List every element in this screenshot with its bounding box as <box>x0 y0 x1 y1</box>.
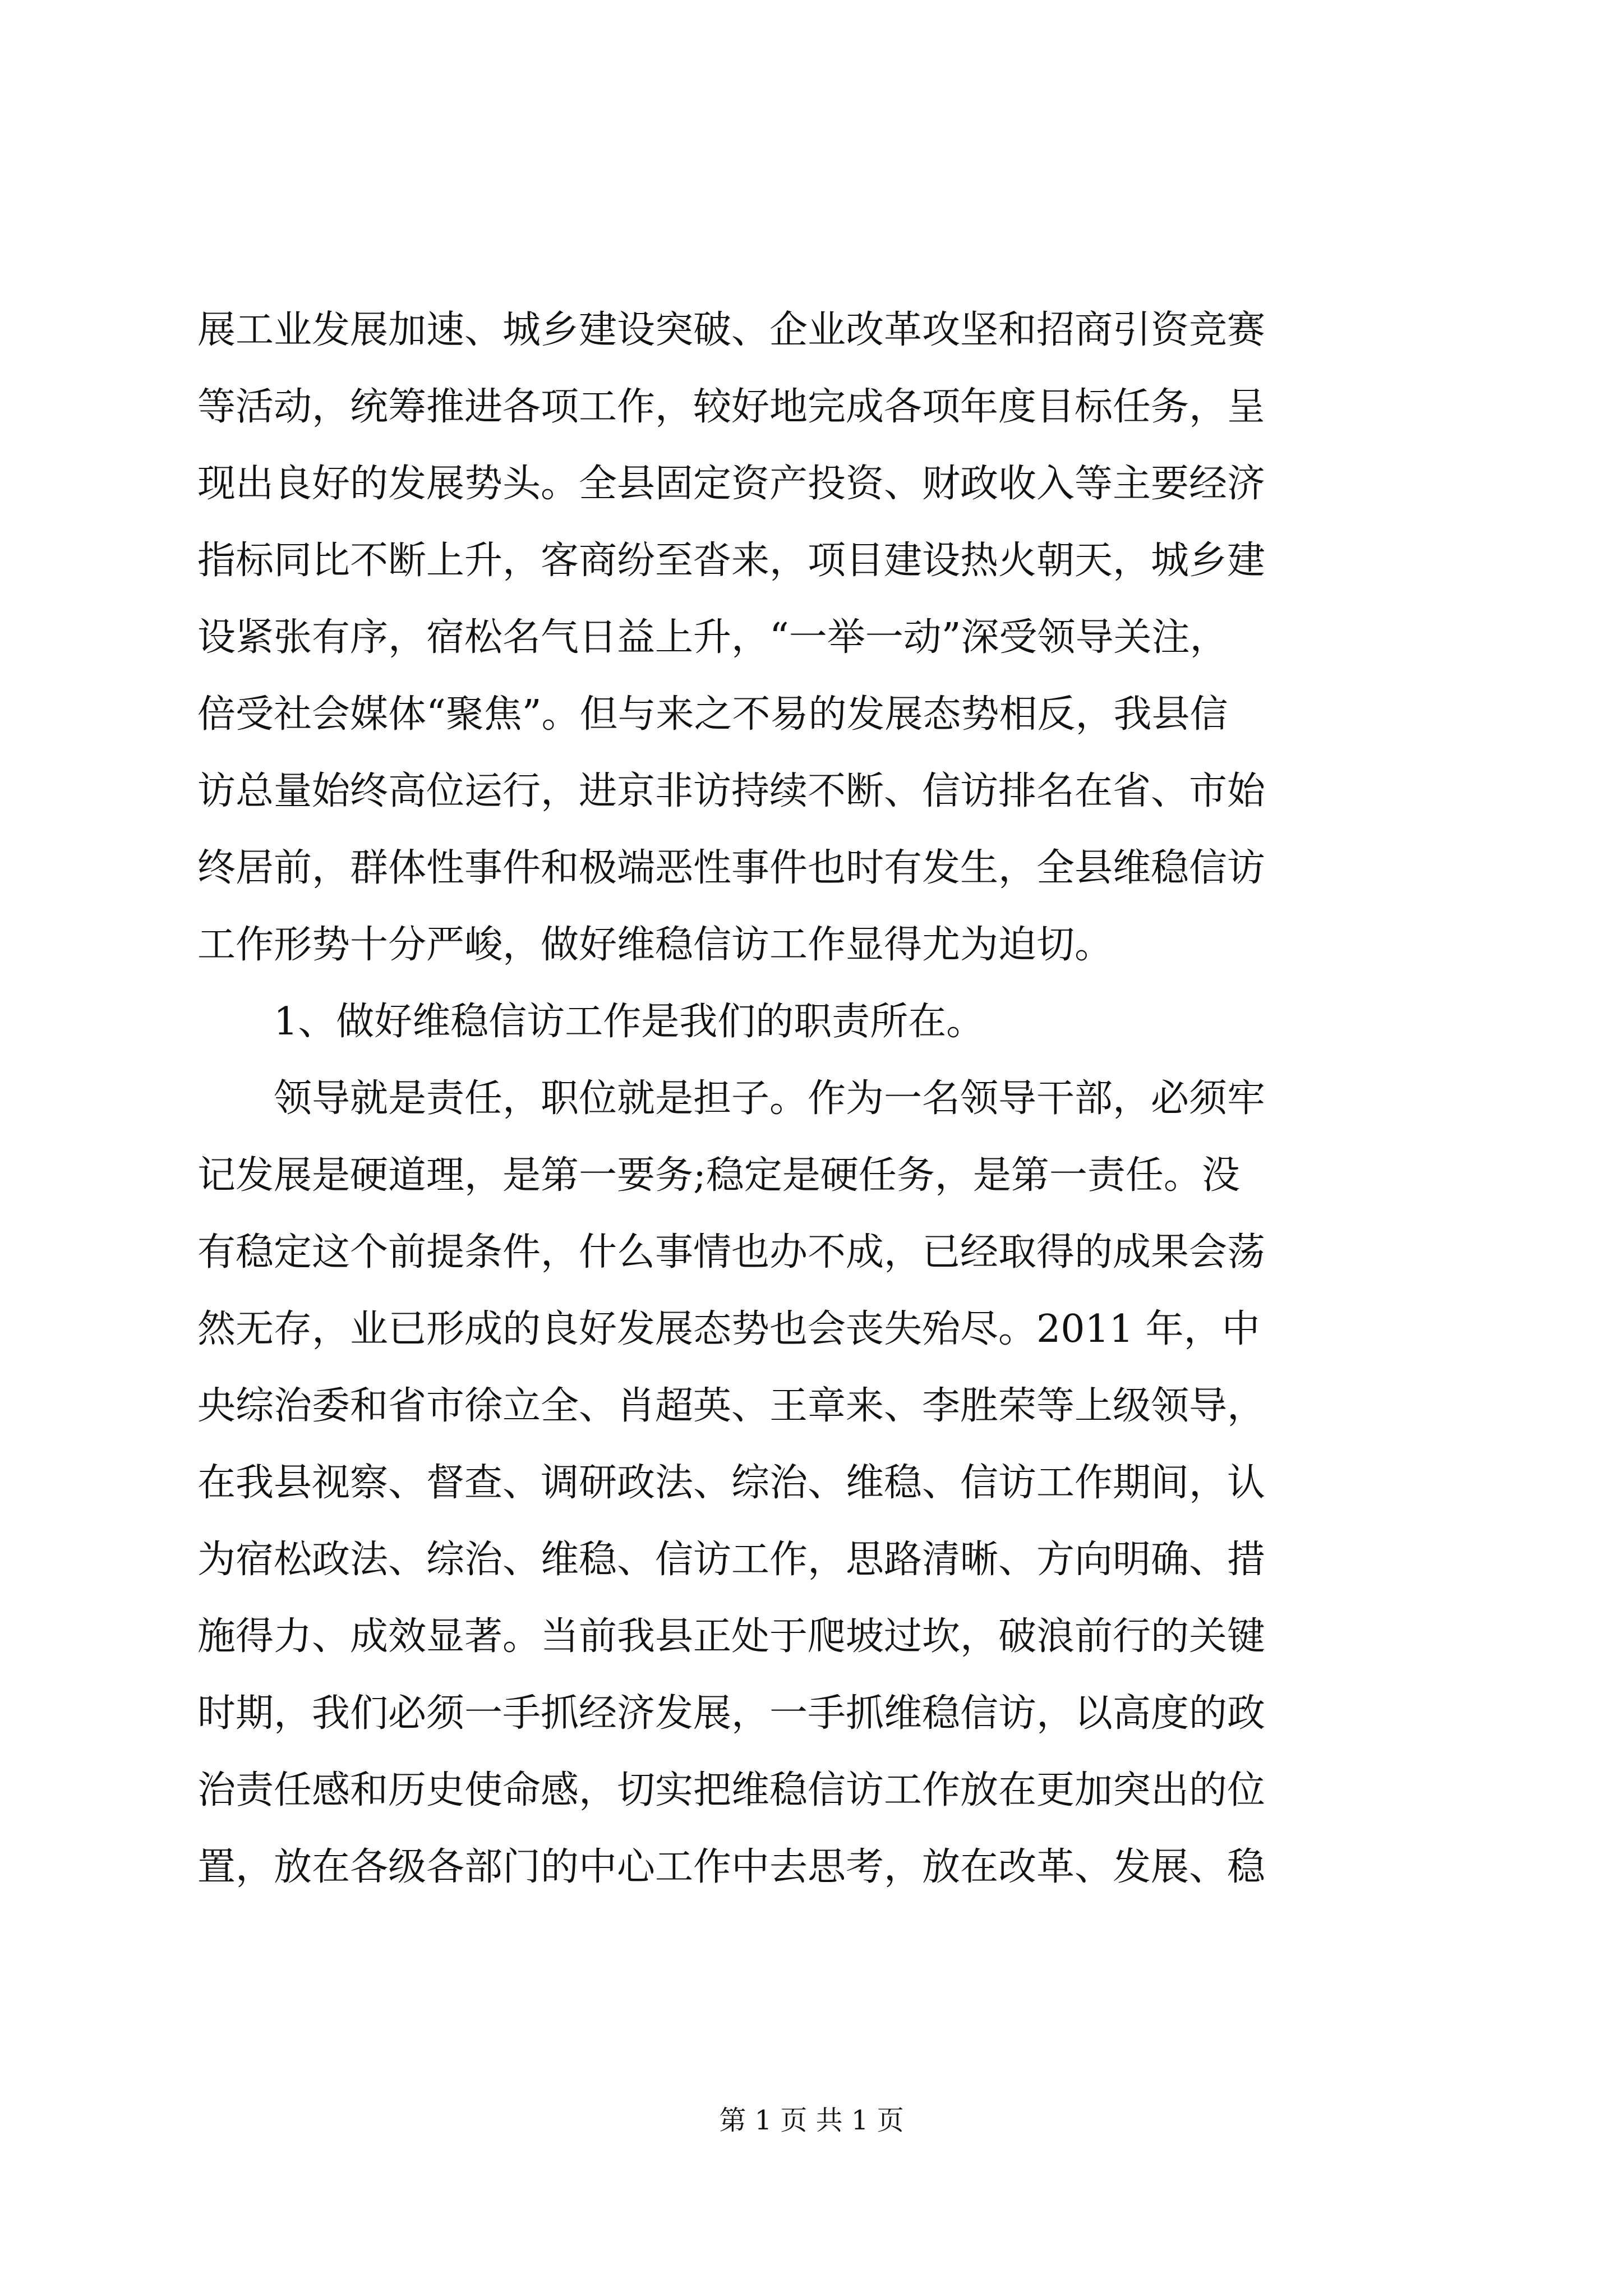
text-line: 时期，我们必须一手抓经济发展，一手抓维稳信访，以高度的政 <box>197 1691 1266 1736</box>
text-line: 置，放在各级各部门的中心工作中去思考，放在改革、发展、稳 <box>197 1845 1266 1889</box>
text-line: 终居前，群体性事件和极端恶性事件也时有发生，全县维稳信访 <box>197 846 1266 890</box>
text-line: 现出良好的发展势头。全县固定资产投资、财政收入等主要经济 <box>197 462 1266 506</box>
document-body <box>197 292 1427 1906</box>
page-number-footer: 第 1 页 共 1 页 <box>719 2105 904 2136</box>
text-line: 访总量始终高位运行，进京非访持续不断、信访排名在省、市始 <box>197 769 1266 813</box>
text-line: 倍受社会媒体“聚焦”。但与来之不易的发展态势相反，我县信 <box>197 692 1228 737</box>
text-line: 工作形势十分严峻，做好维稳信访工作显得尤为迫切。 <box>197 923 1113 967</box>
text-line: 治责任感和历史使命感，切实把维稳信访工作放在更加突出的位 <box>197 1768 1266 1812</box>
text-line: 央综治委和省市徐立全、肖超英、王章来、李胜荣等上级领导， <box>197 1384 1266 1428</box>
section-heading: 1、做好维稳信访工作是我们的职责所在。 <box>197 1000 985 1044</box>
text-line: 施得力、成效显著。当前我县正处于爬坡过坎，破浪前行的关键 <box>197 1614 1266 1659</box>
text-line: 领导就是责任，职位就是担子。作为一名领导干部，必须牢 <box>197 1076 1266 1121</box>
text-line: 设紧张有序，宿松名气日益上升，“一举一动”深受领导关注， <box>197 615 1228 660</box>
text-line: 有稳定这个前提条件，什么事情也办不成，已经取得的成果会荡 <box>197 1230 1266 1274</box>
text-line: 指标同比不断上升，客商纷至沓来，项目建设热火朝天，城乡建 <box>197 539 1266 583</box>
text-line: 等活动，统筹推进各项工作，较好地完成各项年度目标任务，呈 <box>197 385 1266 429</box>
text-line: 在我县视察、督查、调研政法、综治、维稳、信访工作期间，认 <box>197 1461 1266 1505</box>
text-line: 记发展是硬道理，是第一要务;稳定是硬任务，是第一责任。没 <box>197 1153 1240 1198</box>
text-line: 然无存，业已形成的良好发展态势也会丧失殆尽。2011 年，中 <box>197 1307 1260 1351</box>
text-line: 展工业发展加速、城乡建设突破、企业改革攻坚和招商引资竞赛 <box>197 308 1266 352</box>
text-line: 为宿松政法、综治、维稳、信访工作，思路清晰、方向明确、措 <box>197 1538 1266 1582</box>
